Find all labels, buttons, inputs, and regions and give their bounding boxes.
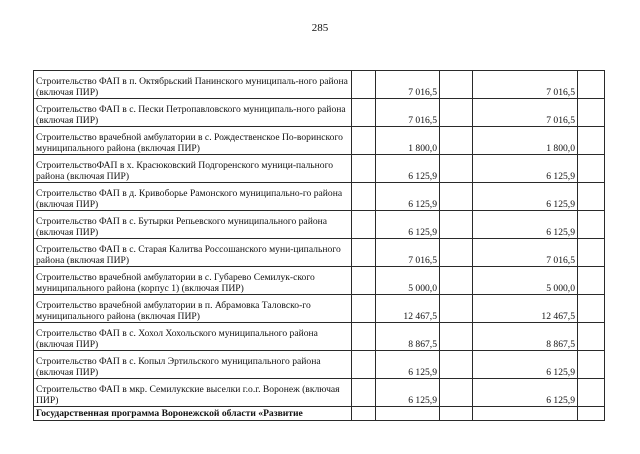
row-col2: 6 125,9 <box>376 183 440 211</box>
row-col5 <box>578 407 605 421</box>
row-name: Строительство ФАП в с. Хохол Хохольского муниципального района (включая ПИР) <box>34 323 352 351</box>
row-col3 <box>440 379 473 407</box>
row-col1 <box>352 295 376 323</box>
row-col4: 6 125,9 <box>473 351 578 379</box>
table-row <box>34 155 605 183</box>
row-col4: 7 016,5 <box>473 239 578 267</box>
row-col1 <box>352 155 376 183</box>
table-row <box>34 239 605 267</box>
row-col4 <box>473 407 578 421</box>
table-row <box>34 351 605 379</box>
row-col1 <box>352 267 376 295</box>
row-col4: 7 016,5 <box>473 99 578 127</box>
row-col4: 8 867,5 <box>473 323 578 351</box>
row-name: Строительство ФАП в д. Кривоборье Рамонского муниципально-го района (включая ПИР) <box>34 183 352 211</box>
row-name: Строительство ФАП в с. Копыл Эртильского муниципального района (включая ПИР) <box>34 351 352 379</box>
row-col2: 12 467,5 <box>376 295 440 323</box>
table-body <box>34 71 605 421</box>
row-col1 <box>352 239 376 267</box>
row-col1 <box>352 211 376 239</box>
row-col3 <box>440 155 473 183</box>
row-col3 <box>440 239 473 267</box>
program-heading: Государственная программа Воронежской области «Развитие <box>34 407 352 421</box>
row-name: СтроительствоФАП в х. Красюковский Подгоренского муници-пального района (включая ПИР) <box>34 155 352 183</box>
row-col5 <box>578 379 605 407</box>
row-col1 <box>352 99 376 127</box>
row-col5 <box>578 211 605 239</box>
row-col2 <box>376 407 440 421</box>
row-col5 <box>578 183 605 211</box>
row-col2: 6 125,9 <box>376 379 440 407</box>
row-col5 <box>578 295 605 323</box>
row-col2: 1 800,0 <box>376 127 440 155</box>
row-name: Строительство ФАП в с. Пески Петропавловского муниципаль-ного района (включая ПИР) <box>34 99 352 127</box>
row-col3 <box>440 127 473 155</box>
row-col3 <box>440 407 473 421</box>
row-col4: 1 800,0 <box>473 127 578 155</box>
row-col3 <box>440 323 473 351</box>
row-col1 <box>352 379 376 407</box>
row-col5 <box>578 267 605 295</box>
row-col1 <box>352 351 376 379</box>
row-col4: 6 125,9 <box>473 183 578 211</box>
table-row <box>34 211 605 239</box>
row-col2: 5 000,0 <box>376 267 440 295</box>
row-col4: 6 125,9 <box>473 211 578 239</box>
row-col2: 7 016,5 <box>376 71 440 99</box>
row-col2: 6 125,9 <box>376 211 440 239</box>
row-col1 <box>352 71 376 99</box>
row-col2: 6 125,9 <box>376 155 440 183</box>
row-col5 <box>578 155 605 183</box>
page-number: 285 <box>311 22 329 34</box>
table-row <box>34 379 605 407</box>
row-col5 <box>578 239 605 267</box>
table-row <box>34 407 605 421</box>
budget-table <box>33 70 605 421</box>
row-col4: 6 125,9 <box>473 155 578 183</box>
row-name: Строительство ФАП в с. Старая Калитва Россошанского муни-ципального района (включая ПИР) <box>34 239 352 267</box>
row-col5 <box>578 99 605 127</box>
row-col2: 7 016,5 <box>376 99 440 127</box>
row-col1 <box>352 407 376 421</box>
row-col5 <box>578 323 605 351</box>
row-col4: 5 000,0 <box>473 267 578 295</box>
table-row <box>34 99 605 127</box>
row-col2: 7 016,5 <box>376 239 440 267</box>
row-col3 <box>440 211 473 239</box>
table-row <box>34 71 605 99</box>
row-name: Строительство врачебной амбулатории в с. Рождественское По-воринского муниципального района (включая ПИР) <box>34 127 352 155</box>
table-row <box>34 127 605 155</box>
row-col3 <box>440 351 473 379</box>
row-col4: 6 125,9 <box>473 379 578 407</box>
table-row <box>34 267 605 295</box>
row-col5 <box>578 71 605 99</box>
row-name: Строительство ФАП в с. Бутырки Репьевского муниципального района (включая ПИР) <box>34 211 352 239</box>
row-col1 <box>352 183 376 211</box>
row-col5 <box>578 351 605 379</box>
row-col3 <box>440 183 473 211</box>
row-name: Строительство ФАП в п. Октябрьский Панинского муниципаль-ного района (включая ПИР) <box>34 71 352 99</box>
row-col4: 12 467,5 <box>473 295 578 323</box>
row-name: Строительство врачебной амбулатории в с. Губарево Семилук-ского муниципального района (корпус 1) (включая ПИР) <box>34 267 352 295</box>
row-col4: 7 016,5 <box>473 71 578 99</box>
row-col1 <box>352 323 376 351</box>
row-col5 <box>578 127 605 155</box>
row-col3 <box>440 71 473 99</box>
row-name: Строительство ФАП в мкр. Семилукские выселки г.о.г. Воронеж (включая ПИР) <box>34 379 352 407</box>
row-col2: 8 867,5 <box>376 323 440 351</box>
row-col2: 6 125,9 <box>376 351 440 379</box>
row-col1 <box>352 127 376 155</box>
row-col3 <box>440 267 473 295</box>
table-row <box>34 323 605 351</box>
table-row <box>34 183 605 211</box>
row-col3 <box>440 295 473 323</box>
table-row <box>34 295 605 323</box>
row-col3 <box>440 99 473 127</box>
row-name: Строительство врачебной амбулатории в п. Абрамовка Таловско-го муниципального района (включая ПИР) <box>34 295 352 323</box>
